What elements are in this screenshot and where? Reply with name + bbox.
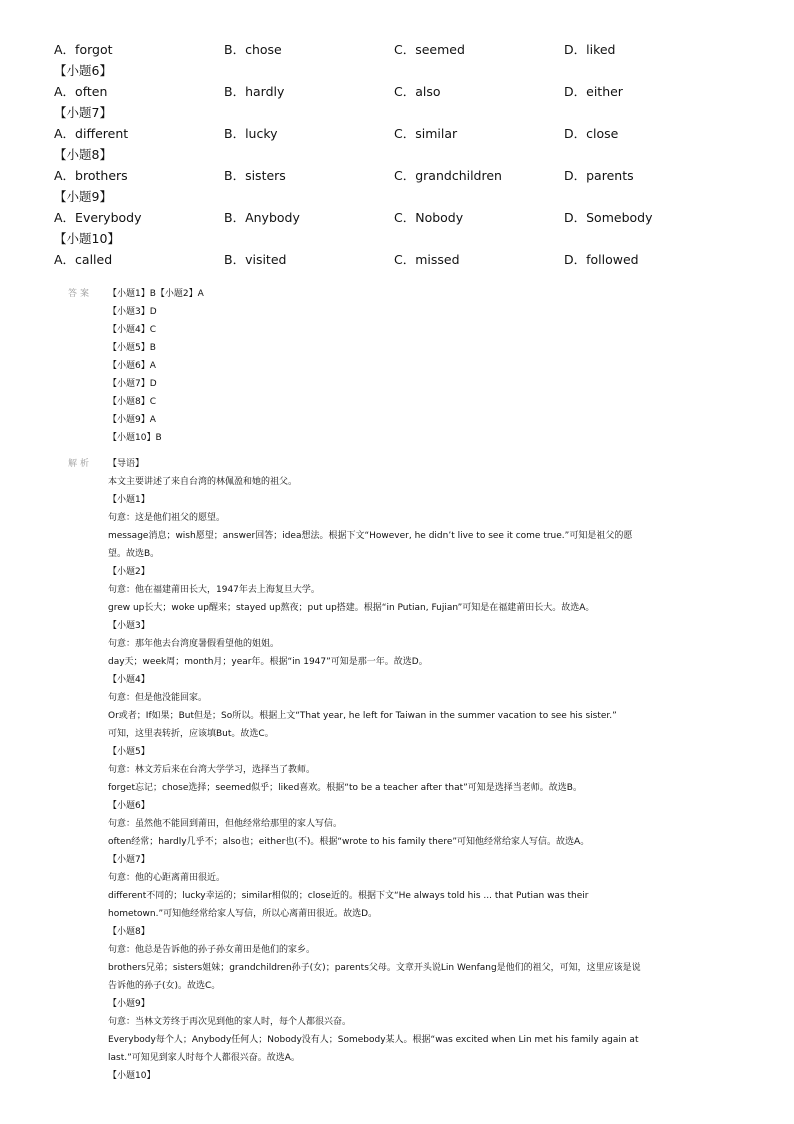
option-c: C．also bbox=[394, 84, 441, 99]
option-d: D．Somebody bbox=[564, 210, 653, 225]
analysis-line: last.”可知见到家人时每个人都很兴奋。故选A。 bbox=[108, 1053, 300, 1063]
option-c: C．missed bbox=[394, 252, 460, 267]
option-c: C．seemed bbox=[394, 42, 465, 57]
analysis-line: Everybody每个人；Anybody任何人；Nobody没有人；Somebody某人。根据“was excited when Lin met his family again at bbox=[108, 1035, 639, 1045]
option-d: D．parents bbox=[564, 168, 634, 183]
option-b: B．sisters bbox=[224, 168, 286, 183]
analysis-line: 句意：他的心距离莆田很近。 bbox=[108, 873, 226, 883]
option-c: C．grandchildren bbox=[394, 168, 502, 183]
answer-line: 【小题3】D bbox=[108, 307, 157, 317]
analysis-line: 本文主要讲述了来自台湾的林佩盈和她的祖父。 bbox=[108, 477, 298, 487]
option-a: A．often bbox=[54, 84, 108, 99]
option-c: C．Nobody bbox=[394, 210, 464, 225]
analysis-line: 可知，这里表转折，应该填But。故选C。 bbox=[108, 729, 274, 739]
analysis-line: 句意：这是他们祖父的愿望。 bbox=[108, 513, 226, 523]
options-block bbox=[54, 39, 754, 270]
analysis-line: 【小题9】 bbox=[108, 999, 150, 1009]
analysis-line: 【小题7】 bbox=[108, 855, 150, 865]
analysis-line: 【小题3】 bbox=[108, 621, 150, 631]
options-row-q10 bbox=[54, 249, 754, 270]
answer-line: 【小题8】C bbox=[108, 397, 157, 407]
answer-line: 【小题5】B bbox=[108, 343, 156, 353]
answer-line: 【小题6】A bbox=[108, 361, 156, 371]
analysis-line: hometown.”可知他经常给家人写信，所以心离莆田很近。故选D。 bbox=[108, 909, 378, 919]
option-b: B．Anybody bbox=[224, 210, 300, 225]
question-label-q9: 【小题9】 bbox=[54, 189, 112, 204]
analysis-line: 【小题2】 bbox=[108, 567, 150, 577]
analysis-list bbox=[108, 455, 728, 1085]
option-b: B．visited bbox=[224, 252, 287, 267]
option-d: D．followed bbox=[564, 252, 639, 267]
option-a: A．called bbox=[54, 252, 113, 267]
options-row-q7 bbox=[54, 123, 754, 144]
analysis-line: day天；week周；month月；year年。根据“in 1947”可知是那一年。故选D。 bbox=[108, 657, 428, 667]
option-b: B．hardly bbox=[224, 84, 285, 99]
options-row-q6 bbox=[54, 81, 754, 102]
options-row-q5 bbox=[54, 39, 754, 60]
analysis-line: 【小题4】 bbox=[108, 675, 150, 685]
analysis-line: 【小题6】 bbox=[108, 801, 150, 811]
analysis-line: 句意：他总是告诉他的孙子孙女莆田是他们的家乡。 bbox=[108, 945, 316, 955]
question-label-q7: 【小题7】 bbox=[54, 105, 112, 120]
answer-line: 【小题1】B【小题2】A bbox=[108, 289, 204, 299]
analysis-line: 【小题8】 bbox=[108, 927, 150, 937]
question-label-q6: 【小题6】 bbox=[54, 63, 112, 78]
answer-label: 答案 bbox=[68, 289, 93, 299]
option-a: A．forgot bbox=[54, 42, 113, 57]
analysis-line: message消息；wish愿望；answer回答；idea想法。根据下文“However, he didn’t live to see it come true.”可知是祖父的愿 bbox=[108, 531, 633, 541]
analysis-line: 句意：当林文芳终于再次见到他的家人时，每个人都很兴奋。 bbox=[108, 1017, 352, 1027]
analysis-line: different不同的；lucky幸运的；similar相似的；close近的。根据下文“He always told his ... that Putian was their bbox=[108, 891, 589, 901]
analysis-line: grew up长大；woke up醒来；stayed up熬夜；put up搭建。根据“in Putian, Fujian”可知是在福建莆田长大。故选A。 bbox=[108, 603, 595, 613]
answer-line: 【小题9】A bbox=[108, 415, 156, 425]
analysis-line: brothers兄弟；sisters姐妹；grandchildren孙子(女)；parents父母。文章开头说Lin Wenfang是他们的祖父，可知，这里应该是说 bbox=[108, 963, 641, 973]
analysis-line: 告诉他的孙子(女)。故选C。 bbox=[108, 981, 221, 991]
option-a: A．brothers bbox=[54, 168, 128, 183]
option-d: D．either bbox=[564, 84, 623, 99]
analysis-line: 【小题10】 bbox=[108, 1071, 156, 1081]
analysis-line: 句意：那年他去台湾度暑假看望他的姐姐。 bbox=[108, 639, 280, 649]
option-c: C．similar bbox=[394, 126, 458, 141]
analysis-line: 句意：但是他没能回家。 bbox=[108, 693, 208, 703]
analysis-line: 句意：林文芳后来在台湾大学学习，选择当了教师。 bbox=[108, 765, 316, 775]
options-row-q9 bbox=[54, 207, 754, 228]
question-label-q8: 【小题8】 bbox=[54, 147, 112, 162]
option-a: A．different bbox=[54, 126, 129, 141]
analysis-line: 句意：他在福建莆田长大，1947年去上海复旦大学。 bbox=[108, 585, 320, 595]
analysis-label: 解析 bbox=[68, 459, 93, 469]
answer-line: 【小题4】C bbox=[108, 325, 157, 335]
analysis-line: 【小题1】 bbox=[108, 495, 150, 505]
answer-line: 【小题10】B bbox=[108, 433, 162, 443]
analysis-line: 句意：虽然他不能回到莆田，但他经常给那里的家人写信。 bbox=[108, 819, 343, 829]
analysis-line: often经常；hardly几乎不；also也；either也(不)。根据“wrote to his family there”可知他经常给家人写信。故选A。 bbox=[108, 837, 590, 847]
option-d: D．close bbox=[564, 126, 619, 141]
analysis-line: 望。故选B。 bbox=[108, 549, 160, 559]
analysis-line: Or或者；If如果；But但是；So所以。根据上文“That year, he left for Taiwan in the summer vacation to see his sister.” bbox=[108, 711, 617, 721]
question-label-q10: 【小题10】 bbox=[54, 231, 120, 246]
analysis-line: forget忘记；chose选择；seemed似乎；liked喜欢。根据“to be a teacher after that”可知是选择当老师。故选B。 bbox=[108, 783, 582, 793]
option-a: A．Everybody bbox=[54, 210, 142, 225]
analysis-line: 【导语】 bbox=[108, 459, 145, 469]
answer-list bbox=[108, 285, 748, 447]
analysis-line: 【小题5】 bbox=[108, 747, 150, 757]
option-b: B．lucky bbox=[224, 126, 278, 141]
answer-line: 【小题7】D bbox=[108, 379, 157, 389]
option-b: B．chose bbox=[224, 42, 282, 57]
option-d: D．liked bbox=[564, 42, 616, 57]
options-row-q8 bbox=[54, 165, 754, 186]
